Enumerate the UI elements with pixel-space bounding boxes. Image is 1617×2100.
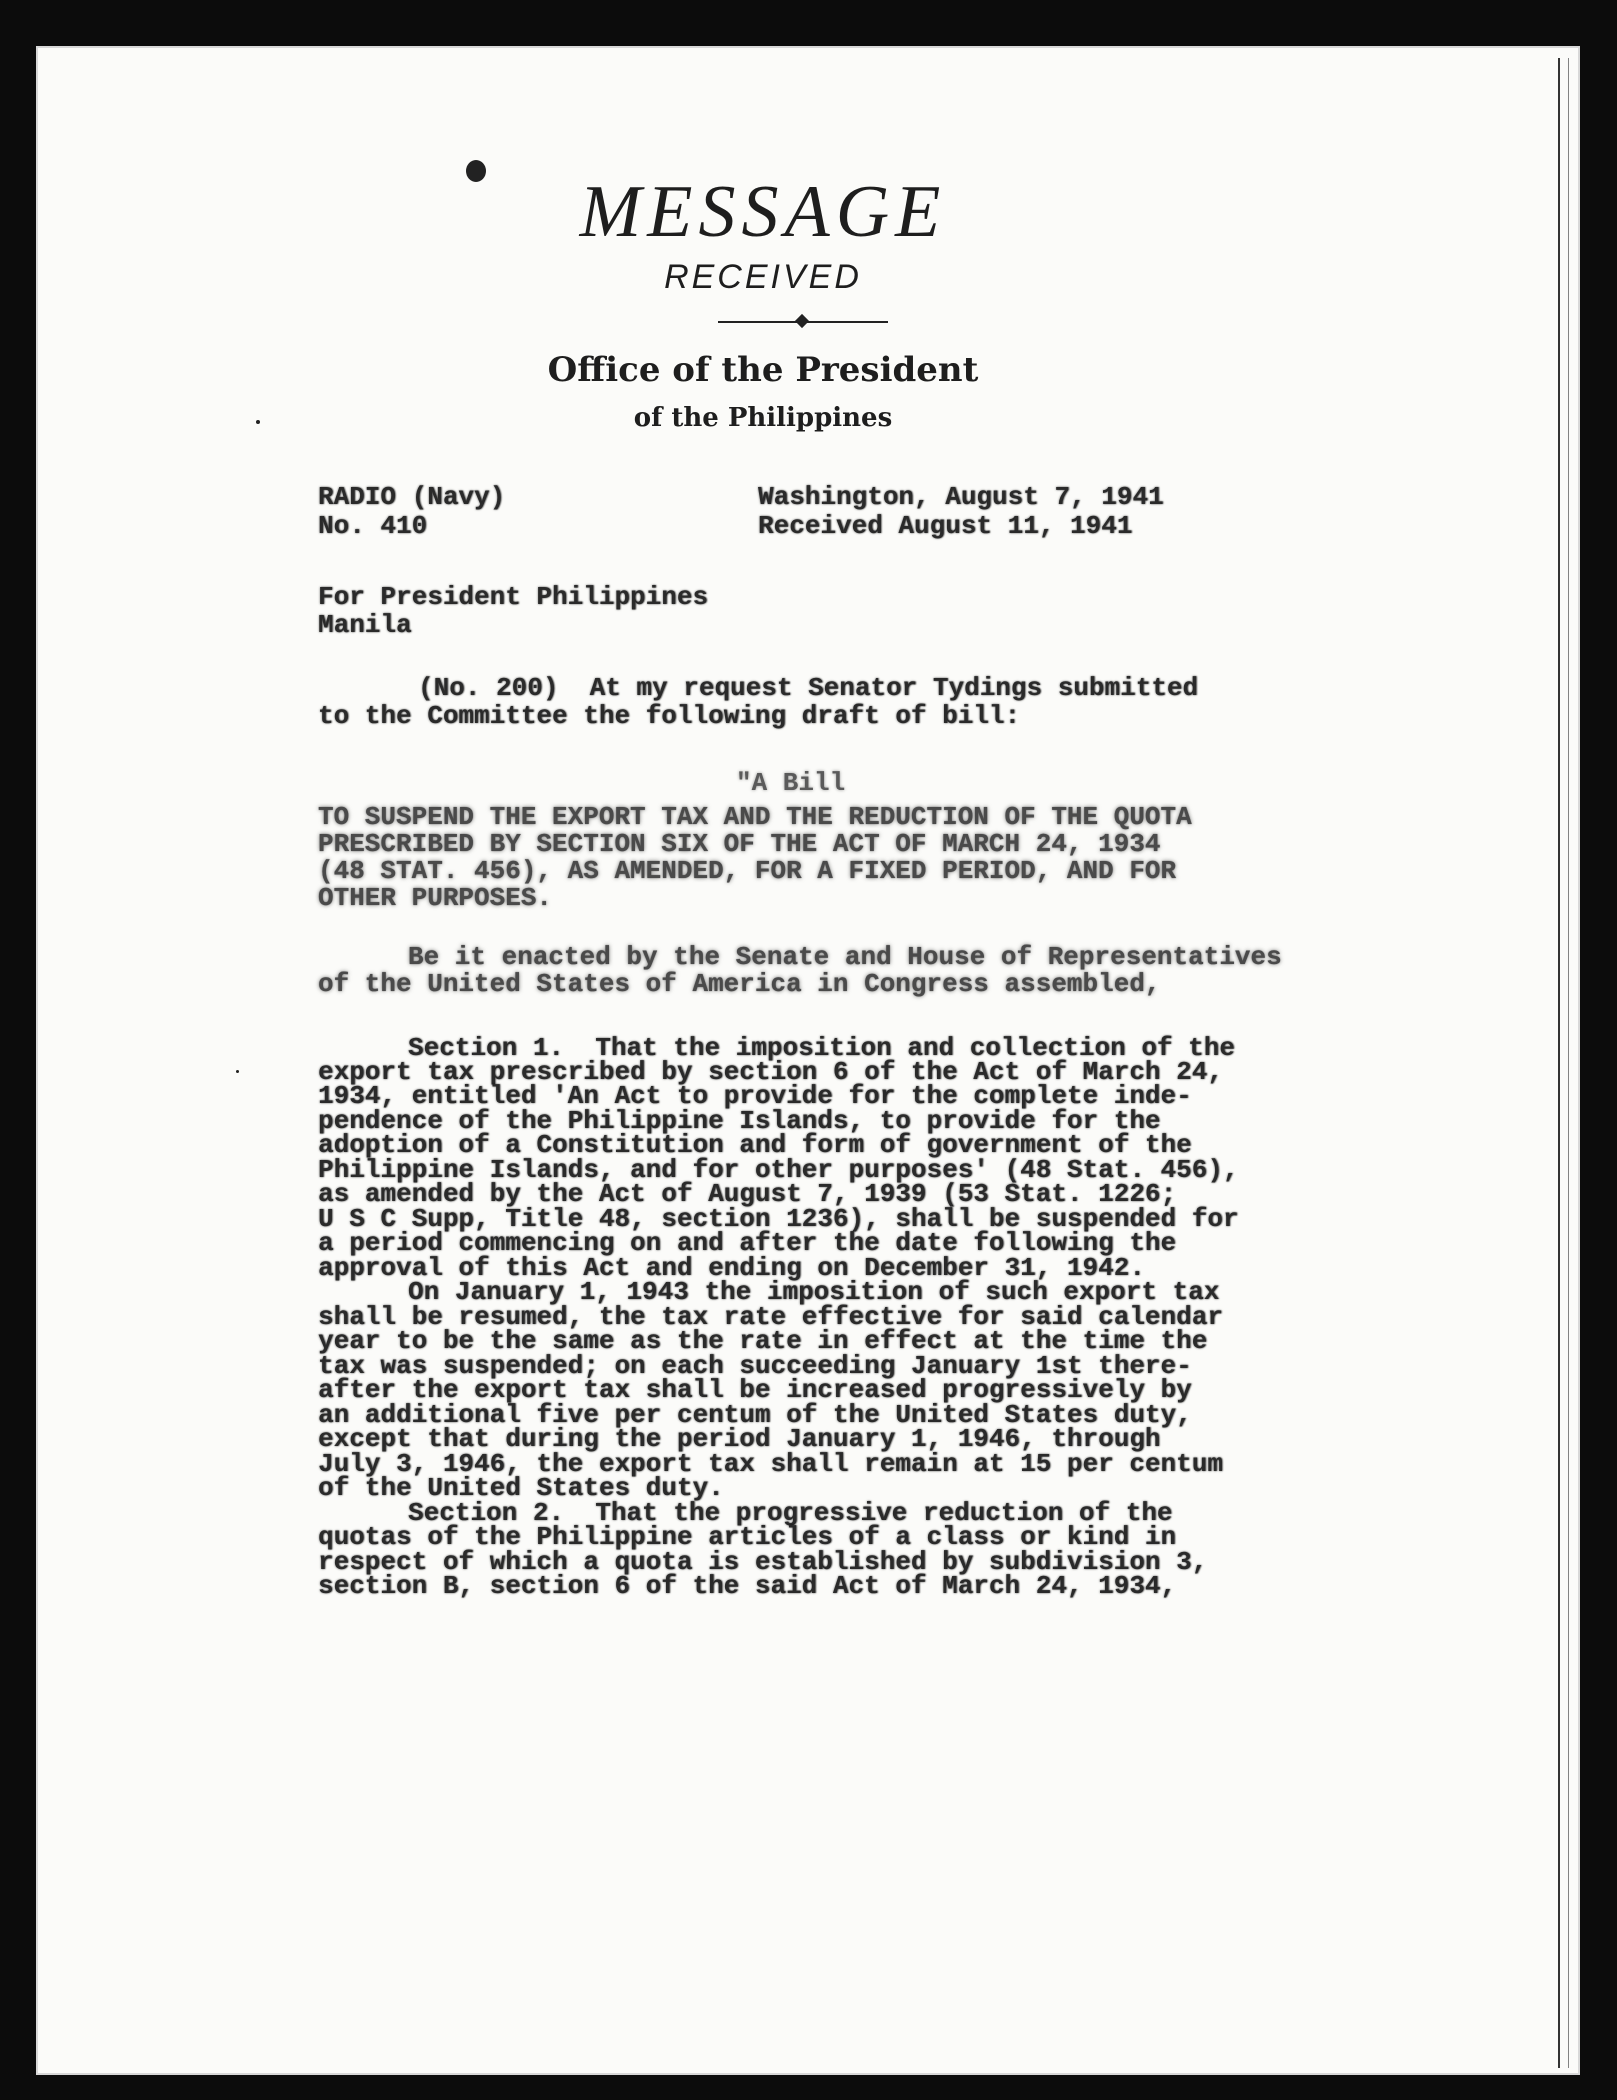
bill-body-line: section B, section 6 of the said Act of March 24, 1934, [318, 1571, 1177, 1601]
letterhead-title: MESSAGE [579, 171, 947, 253]
bill-title-line: TO SUSPEND THE EXPORT TAX AND THE REDUCTION OF THE QUOTA [318, 802, 1192, 832]
addressee-line: For President Philippines [318, 582, 709, 612]
bill-body-line: of the United States duty. [318, 1473, 724, 1503]
bill-body-line: Section 1. That the imposition and collection of the [408, 1033, 1235, 1063]
letterhead-office-sub: of the Philippines [633, 403, 893, 433]
radio-label: RADIO (Navy) [318, 482, 506, 512]
intro-line: (No. 200) At my request Senator Tydings submitted [418, 673, 1199, 703]
ink-speck [256, 420, 260, 424]
bill-body-line: after the export tax shall be increased progressively by [318, 1375, 1192, 1405]
bill-body-line: an additional five per centum of the United States duty, [318, 1400, 1192, 1430]
bill-title-line: OTHER PURPOSES. [318, 883, 553, 913]
bill-body-line: 1934, entitled 'An Act to provide for the complete inde- [318, 1081, 1192, 1111]
bill-heading: "A Bill [736, 768, 846, 798]
bill-body-line: a period commencing on and after the date following the [318, 1228, 1177, 1258]
document-page [38, 48, 1578, 2073]
bill-title-line: (48 STAT. 456), AS AMENDED, FOR A FIXED PERIOD, AND FOR [318, 856, 1177, 886]
place-date: Washington, August 7, 1941 [758, 482, 1164, 512]
letterhead-ornament [795, 314, 809, 328]
addressee-city: Manila [318, 610, 412, 640]
enacting-clause: Be it enacted by the Senate and House of Representatives [408, 942, 1282, 972]
received-date: Received August 11, 1941 [758, 511, 1133, 541]
bill-body-line: respect of which a quota is established by subdivision 3, [318, 1547, 1208, 1577]
bill-title-line: PRESCRIBED BY SECTION SIX OF THE ACT OF MARCH 24, 1934 [318, 829, 1161, 859]
ink-speck [236, 1070, 239, 1073]
bill-body-line: tax was suspended; on each succeeding January 1st there- [318, 1351, 1192, 1381]
message-number: No. 410 [318, 511, 428, 541]
bill-body-line: except that during the period January 1, 1946, through [318, 1424, 1161, 1454]
bill-body-line: Philippine Islands, and for other purposes' (48 Stat. 456), [318, 1155, 1239, 1185]
letterhead-office: Office of the President [547, 350, 979, 390]
intro-line: to the Committee the following draft of bill: [318, 701, 1021, 731]
bill-body-line: approval of this Act and ending on December 31, 1942. [318, 1253, 1145, 1283]
bill-body-line: shall be resumed, the tax rate effective for said calendar [318, 1302, 1223, 1332]
bill-body-line: export tax prescribed by section 6 of the Act of March 24, [318, 1057, 1223, 1087]
bill-body-line: July 3, 1946, the export tax shall remain at 15 per centum [318, 1449, 1223, 1479]
bill-body-line: quotas of the Philippine articles of a class or kind in [318, 1522, 1177, 1552]
bill-body-line: as amended by the Act of August 7, 1939 (53 Stat. 1226; [318, 1179, 1177, 1209]
bill-body-line: On January 1, 1943 the imposition of such export tax [408, 1277, 1220, 1307]
bill-body-line: year to be the same as the rate in effect at the time the [318, 1326, 1208, 1356]
bill-body-line: pendence of the Philippine Islands, to provide for the [318, 1106, 1161, 1136]
bill-body-line: U S C Supp, Title 48, section 1236), shall be suspended for [318, 1204, 1239, 1234]
enacting-clause: of the United States of America in Congress assembled, [318, 969, 1161, 999]
letterhead-subtitle: RECEIVED [664, 258, 862, 296]
bill-body-line: adoption of a Constitution and form of government of the [318, 1130, 1192, 1160]
bill-body-line: Section 2. That the progressive reduction of the [408, 1498, 1173, 1528]
